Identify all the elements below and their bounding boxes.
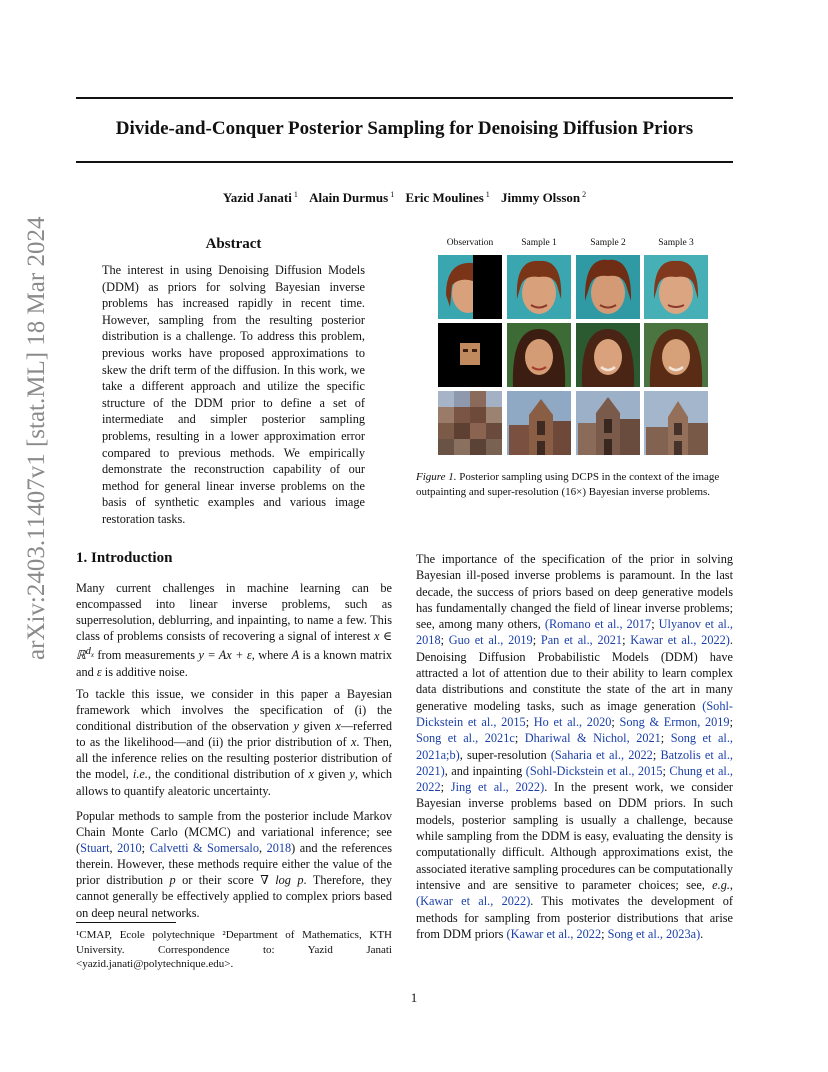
body-text: ; (532, 633, 541, 648)
citation-link[interactable]: (Romano et al., 2017 (544, 617, 652, 632)
body-text: . This motivates the development of methods for sampling from posterior distributions that arise from DDM priors (416, 894, 733, 941)
body-text: ; (525, 714, 534, 729)
citation-link[interactable]: Batzolis et al., 2021) (416, 747, 733, 778)
citation-link[interactable]: (Sohl-Dickstein et al., 2015 (416, 698, 733, 729)
author-3: Eric Moulines $^1$ (405, 190, 490, 206)
citation-link[interactable]: Song et al., 2021c (416, 731, 515, 746)
image-sample-1-church (507, 391, 571, 455)
citation-link[interactable]: Ho et al., 2020 (533, 714, 612, 729)
image-sample-1-woman (507, 323, 571, 387)
figure-1 (416, 238, 733, 518)
image-sample-2-woman (576, 323, 640, 387)
section-heading-introduction: 1. Introduction (76, 550, 173, 566)
body-text: , super-resolution (459, 747, 551, 762)
body-text: ; (622, 633, 631, 648)
body-text: ; (651, 617, 659, 632)
citation-link[interactable]: Song & Ermon, 2019 (619, 714, 730, 729)
body-text: ; (662, 763, 670, 778)
image-sample-3-church (644, 391, 708, 455)
body-text: ; (514, 731, 525, 746)
body-text: ; (440, 633, 449, 648)
abstract-heading: Abstract (205, 236, 262, 252)
citation-link[interactable]: 2018 (266, 841, 292, 856)
image-observation-woman-center-crop (438, 323, 502, 387)
body-text: The importance of the specification of the prior in solving Bayesian ill-posed inverse problems is paramount. In the last decade, the success of priors based on deep generative models has fundamentally changed the field of linear inverse problems; see, among many others, (416, 552, 733, 632)
citation-link[interactable]: 2010 (117, 841, 142, 856)
citation-link[interactable]: Ulyanov et al., 2018 (416, 617, 733, 648)
author-list (76, 190, 733, 206)
author-1: Yazid Janati $^1$ (222, 190, 298, 206)
footnote-rule (76, 922, 176, 923)
paper-title: Divide-and-Conquer Posterior Sampling for Denoising Diffusion Priors (115, 118, 694, 139)
image-sample-2-face-outpainting (576, 255, 640, 319)
body-text: , (729, 877, 733, 892)
intro-paragraph-2: To tackle this issue, we consider in this paper a Bayesian framework which involves the specification of (i) the conditional distribution of the observation y given x—referred to as the likelihood—and (ii) the prior distribution of x. Then, all the inference relies on the resulting posterior distribution of the model, i.e., the conditional distribution of x given y, which allows to quantify aleatoric uncertainty. (76, 687, 393, 798)
title-bottom-rule (76, 161, 733, 163)
figure-1-caption: Figure 1. Posterior sampling using DCPS in the context of the image outpainting and super-resolution (16×) Bayesian inverse problems. (416, 471, 720, 498)
citation-link[interactable]: Song et al., 2023a) (607, 926, 701, 941)
citation-link[interactable]: (Saharia et al., 2022 (550, 747, 653, 762)
page-number: 1 (410, 990, 418, 1005)
image-sample-1-face-outpainting (507, 255, 571, 319)
abstract-body: The interest in using Denoising Diffusion Models (DDM) as priors for solving Bayesian inverse problems has increased rapidly in recent time. However, sampling from the resulting posterior distribution is a challenge. To address this problem, previous works have proposed approximations to skew the drift term of the diffusion. In this work, we take a different approach and utilize the specific structure of the DDM prior to define a set of intermediate and simpler posterior sampling problems, resulting in a lower approximation error compared to previous methods. We empirically demonstrate the reconstruction capability of our method for general linear inverse problems on the basis of synthetic examples and various image restoration tasks. (102, 263, 365, 526)
column-label-observation: Observation (446, 238, 494, 248)
citation-link[interactable]: (Kawar et al., 2022) (416, 894, 531, 909)
body-text: ; (601, 926, 608, 941)
body-text: ; (729, 714, 733, 729)
citation-link[interactable]: Chung et al., 2022 (416, 763, 733, 795)
body-text: . In the present work, we consider Bayesian inverse problems based on DDM priors. In such models, posterior sampling is usually a challenge, because while sampling from the DDM is easy, evaluating the density is computationally difficult. Although approximations exist, the associated iterative sampling procedures can be computationally intensive and are sensitive to parameter choices; see, (416, 780, 733, 892)
citation-link[interactable]: Song et al., 2021a;b) (416, 731, 733, 762)
citation-link[interactable]: Jing et al., 2022) (450, 780, 545, 795)
body-text: . (700, 926, 704, 941)
citation-link[interactable]: Calvetti & Somersalo (149, 841, 259, 856)
citation-link[interactable]: Stuart (80, 841, 110, 856)
intro-paragraph-1: Many current challenges in machine learning can be encompassed into linear inverse problems, such as superresolution, deblurring, and inpainting, to name a few. This class of problems consists of recovering a signal of interest x ∈ ℝ$^{d_x}$ from measurements y = Ax + ε, where A is a known matrix and ε is additive noise. (76, 581, 393, 679)
body-text: ; (440, 780, 451, 795)
body-text: ; (611, 714, 620, 729)
citation-link[interactable]: Dhariwal & Nichol, 2021 (524, 731, 661, 746)
body-text: ; (660, 731, 671, 746)
italic-text: e.g. (712, 877, 730, 892)
author-4: Jimmy Olsson $^2$ (501, 190, 587, 206)
citation-link[interactable]: (Sohl-Dickstein et al., 2015 (525, 763, 663, 778)
image-sample-3-woman (644, 323, 708, 387)
column-label-sample-2: Sample 2 (590, 238, 626, 248)
image-observation-face-outpainting (438, 255, 502, 319)
citation-link[interactable]: (Kawar et al., 2022 (506, 926, 602, 941)
citation-link[interactable]: Pan et al., 2021 (540, 633, 623, 648)
citation-link[interactable]: Guo et al., 2019 (448, 633, 533, 648)
image-observation-church-lowres (438, 391, 502, 455)
intro-paragraph-3: Popular methods to sample from the posterior include Markov Chain Monte Carlo (MCMC) and variational inference; see (Stuart, 2010; Calvetti & Somersalo, 2018) and the references therein. However, these methods require either the value of the prior distribution p or their score ∇ log p. Therefore, they cannot generally be effectively applied to complex priors based on deep neural networks. (76, 809, 393, 920)
column-label-sample-3: Sample 3 (658, 238, 694, 248)
image-sample-2-church (576, 391, 640, 455)
top-rule (76, 97, 733, 99)
arxiv-side-stamp: arXiv:2403.11407v1 [stat.ML] 18 Mar 2024 (23, 216, 50, 660)
author-2: Alain Durmus $^1$ (309, 190, 395, 206)
image-sample-3-face-outpainting (644, 255, 708, 319)
affiliation-footnote: ¹CMAP, Ecole polytechnique ²Department of Mathematics, KTH University. Correspondence to: Yazid Janati <yazid.janati@polytechnique.edu>. (76, 929, 392, 970)
body-text: . Denoising Diffusion Probabilistic Models (DDM) have attracted a lot of attention due to their ability to learn complex data distributions and constitute the state of the art in many generative modeling tasks, such as image generation (416, 633, 733, 713)
column-label-sample-1: Sample 1 (521, 238, 557, 248)
citation-link[interactable]: Kawar et al., 2022) (630, 633, 730, 648)
intro-paragraph-right-column (416, 551, 733, 942)
body-text: ; (652, 747, 661, 762)
body-text: , and inpainting (444, 763, 526, 778)
